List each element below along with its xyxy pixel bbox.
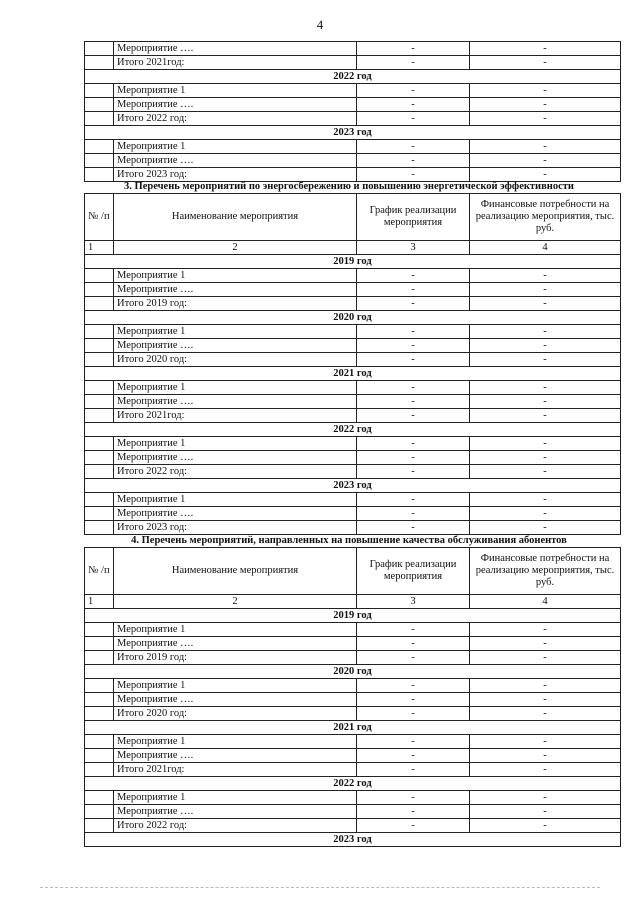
row-number-cell bbox=[85, 154, 114, 168]
table-row bbox=[85, 84, 621, 98]
activity-name-cell: Мероприятие …. bbox=[114, 805, 357, 819]
finance-cell: - bbox=[470, 154, 621, 168]
schedule-cell: - bbox=[357, 693, 470, 707]
row-number-cell bbox=[85, 98, 114, 112]
section2-continuation bbox=[84, 41, 614, 182]
year-row bbox=[85, 126, 621, 140]
schedule-cell: - bbox=[357, 465, 470, 479]
table-row bbox=[85, 623, 621, 637]
total-row bbox=[85, 465, 621, 479]
activity-name-cell: Итого 2022 год: bbox=[114, 819, 357, 833]
section4 bbox=[84, 534, 614, 847]
table-row bbox=[85, 507, 621, 521]
finance-cell: - bbox=[470, 395, 621, 409]
section2-table bbox=[84, 41, 621, 182]
year-row bbox=[85, 70, 621, 84]
total-row bbox=[85, 651, 621, 665]
row-number-cell bbox=[85, 42, 114, 56]
schedule-cell: - bbox=[357, 493, 470, 507]
row-number-cell bbox=[85, 325, 114, 339]
schedule-cell: - bbox=[357, 98, 470, 112]
finance-cell: - bbox=[470, 98, 621, 112]
activity-name-cell: Мероприятие 1 bbox=[114, 735, 357, 749]
schedule-cell: - bbox=[357, 735, 470, 749]
year-row bbox=[85, 609, 621, 623]
section4-table bbox=[84, 547, 621, 847]
section3-title: 3. Перечень мероприятий по энергосбережению и повышению энергетической эффективности bbox=[124, 181, 574, 192]
row-number-cell bbox=[85, 409, 114, 423]
finance-cell: - bbox=[470, 707, 621, 721]
schedule-cell: - bbox=[357, 154, 470, 168]
activity-name-cell: Итого 2022 год: bbox=[114, 465, 357, 479]
table-row bbox=[85, 749, 621, 763]
year-row bbox=[85, 255, 621, 269]
schedule-cell: - bbox=[357, 325, 470, 339]
finance-cell: - bbox=[470, 381, 621, 395]
schedule-cell: - bbox=[357, 819, 470, 833]
year-row bbox=[85, 367, 621, 381]
finance-cell: - bbox=[470, 84, 621, 98]
section3 bbox=[84, 180, 614, 535]
row-number-cell bbox=[85, 791, 114, 805]
row-number-cell bbox=[85, 269, 114, 283]
total-row bbox=[85, 409, 621, 423]
schedule-cell: - bbox=[357, 395, 470, 409]
schedule-cell: - bbox=[357, 283, 470, 297]
column-number-row bbox=[85, 595, 621, 609]
schedule-cell: - bbox=[357, 707, 470, 721]
activity-name-cell: Мероприятие …. bbox=[114, 339, 357, 353]
table-row bbox=[85, 735, 621, 749]
schedule-cell: - bbox=[357, 437, 470, 451]
schedule-cell: - bbox=[357, 637, 470, 651]
year-label: 2020 год bbox=[85, 665, 621, 679]
year-label: 2021 год bbox=[85, 367, 621, 381]
finance-cell: - bbox=[470, 112, 621, 126]
header-name: Наименование мероприятия bbox=[114, 548, 357, 595]
activity-name-cell: Мероприятие 1 bbox=[114, 493, 357, 507]
schedule-cell: - bbox=[357, 353, 470, 367]
schedule-cell: - bbox=[357, 84, 470, 98]
row-number-cell bbox=[85, 623, 114, 637]
finance-cell: - bbox=[470, 325, 621, 339]
activity-name-cell: Мероприятие …. bbox=[114, 395, 357, 409]
table-header-row bbox=[85, 194, 621, 241]
table-row bbox=[85, 805, 621, 819]
activity-name-cell: Мероприятие …. bbox=[114, 154, 357, 168]
colnum-4: 4 bbox=[470, 595, 621, 609]
section3-body bbox=[85, 255, 621, 535]
year-label: 2020 год bbox=[85, 311, 621, 325]
schedule-cell: - bbox=[357, 623, 470, 637]
finance-cell: - bbox=[470, 679, 621, 693]
year-row bbox=[85, 311, 621, 325]
activity-name-cell: Мероприятие …. bbox=[114, 98, 357, 112]
activity-name-cell: Итого 2020 год: bbox=[114, 707, 357, 721]
scan-edge-line bbox=[40, 887, 600, 888]
finance-cell: - bbox=[470, 637, 621, 651]
year-label: 2021 год bbox=[85, 721, 621, 735]
finance-cell: - bbox=[470, 791, 621, 805]
header-schedule: График реализации мероприятия bbox=[357, 548, 470, 595]
row-number-cell bbox=[85, 749, 114, 763]
schedule-cell: - bbox=[357, 451, 470, 465]
row-number-cell bbox=[85, 140, 114, 154]
year-row bbox=[85, 423, 621, 437]
year-row bbox=[85, 777, 621, 791]
activity-name-cell: Мероприятие …. bbox=[114, 507, 357, 521]
activity-name-cell: Мероприятие …. bbox=[114, 42, 357, 56]
activity-name-cell: Итого 2023 год: bbox=[114, 168, 357, 182]
schedule-cell: - bbox=[357, 507, 470, 521]
activity-name-cell: Мероприятие 1 bbox=[114, 84, 357, 98]
activity-name-cell: Итого 2020 год: bbox=[114, 353, 357, 367]
schedule-cell: - bbox=[357, 339, 470, 353]
schedule-cell: - bbox=[357, 140, 470, 154]
finance-cell: - bbox=[470, 353, 621, 367]
year-row bbox=[85, 665, 621, 679]
header-num: № /п bbox=[85, 548, 114, 595]
schedule-cell: - bbox=[357, 749, 470, 763]
finance-cell: - bbox=[470, 693, 621, 707]
finance-cell: - bbox=[470, 437, 621, 451]
activity-name-cell: Итого 2021год: bbox=[114, 56, 357, 70]
header-num: № /п bbox=[85, 194, 114, 241]
year-label: 2019 год bbox=[85, 255, 621, 269]
colnum-3: 3 bbox=[357, 595, 470, 609]
colnum-3: 3 bbox=[357, 241, 470, 255]
total-row bbox=[85, 707, 621, 721]
finance-cell: - bbox=[470, 521, 621, 535]
row-number-cell bbox=[85, 297, 114, 311]
schedule-cell: - bbox=[357, 56, 470, 70]
activity-name-cell: Мероприятие 1 bbox=[114, 679, 357, 693]
section3-table bbox=[84, 193, 621, 535]
activity-name-cell: Мероприятие 1 bbox=[114, 623, 357, 637]
row-number-cell bbox=[85, 651, 114, 665]
finance-cell: - bbox=[470, 283, 621, 297]
activity-name-cell: Мероприятие …. bbox=[114, 693, 357, 707]
finance-cell: - bbox=[470, 763, 621, 777]
colnum-1: 1 bbox=[85, 241, 114, 255]
schedule-cell: - bbox=[357, 409, 470, 423]
activity-name-cell: Итого 2021год: bbox=[114, 409, 357, 423]
finance-cell: - bbox=[470, 168, 621, 182]
table-row bbox=[85, 42, 621, 56]
section4-body bbox=[85, 609, 621, 847]
table-row bbox=[85, 693, 621, 707]
activity-name-cell: Мероприятие 1 bbox=[114, 381, 357, 395]
year-row bbox=[85, 721, 621, 735]
row-number-cell bbox=[85, 693, 114, 707]
activity-name-cell: Мероприятие …. bbox=[114, 749, 357, 763]
finance-cell: - bbox=[470, 451, 621, 465]
table-row bbox=[85, 283, 621, 297]
finance-cell: - bbox=[470, 409, 621, 423]
finance-cell: - bbox=[470, 140, 621, 154]
year-label: 2019 год bbox=[85, 609, 621, 623]
row-number-cell bbox=[85, 437, 114, 451]
row-number-cell bbox=[85, 381, 114, 395]
schedule-cell: - bbox=[357, 168, 470, 182]
schedule-cell: - bbox=[357, 381, 470, 395]
row-number-cell bbox=[85, 707, 114, 721]
schedule-cell: - bbox=[357, 791, 470, 805]
column-number-row bbox=[85, 241, 621, 255]
finance-cell: - bbox=[470, 339, 621, 353]
table-row bbox=[85, 451, 621, 465]
year-label: 2023 год bbox=[85, 833, 621, 847]
row-number-cell bbox=[85, 819, 114, 833]
header-name: Наименование мероприятия bbox=[114, 194, 357, 241]
header-finance: Финансовые потребности на реализацию мероприятия, тыс. руб. bbox=[470, 548, 621, 595]
section4-title: 4. Перечень мероприятий, направленных на повышение качества обслуживания абонентов bbox=[131, 535, 567, 546]
table-row bbox=[85, 381, 621, 395]
total-row bbox=[85, 521, 621, 535]
activity-name-cell: Итого 2023 год: bbox=[114, 521, 357, 535]
row-number-cell bbox=[85, 763, 114, 777]
colnum-2: 2 bbox=[114, 595, 357, 609]
year-label: 2022 год bbox=[85, 423, 621, 437]
schedule-cell: - bbox=[357, 42, 470, 56]
table-row bbox=[85, 679, 621, 693]
row-number-cell bbox=[85, 56, 114, 70]
total-row bbox=[85, 112, 621, 126]
schedule-cell: - bbox=[357, 269, 470, 283]
row-number-cell bbox=[85, 805, 114, 819]
section2-body bbox=[85, 42, 621, 182]
row-number-cell bbox=[85, 112, 114, 126]
finance-cell: - bbox=[470, 749, 621, 763]
finance-cell: - bbox=[470, 805, 621, 819]
activity-name-cell: Итого 2021год: bbox=[114, 763, 357, 777]
activity-name-cell: Мероприятие 1 bbox=[114, 269, 357, 283]
row-number-cell bbox=[85, 451, 114, 465]
year-label: 2022 год bbox=[85, 70, 621, 84]
row-number-cell bbox=[85, 339, 114, 353]
colnum-1: 1 bbox=[85, 595, 114, 609]
activity-name-cell: Мероприятие …. bbox=[114, 637, 357, 651]
activity-name-cell: Итого 2019 год: bbox=[114, 651, 357, 665]
total-row bbox=[85, 56, 621, 70]
schedule-cell: - bbox=[357, 112, 470, 126]
activity-name-cell: Итого 2022 год: bbox=[114, 112, 357, 126]
row-number-cell bbox=[85, 521, 114, 535]
table-row bbox=[85, 154, 621, 168]
table-row bbox=[85, 98, 621, 112]
colnum-2: 2 bbox=[114, 241, 357, 255]
finance-cell: - bbox=[470, 623, 621, 637]
finance-cell: - bbox=[470, 269, 621, 283]
header-schedule: График реализации мероприятия bbox=[357, 194, 470, 241]
total-row bbox=[85, 763, 621, 777]
table-row bbox=[85, 791, 621, 805]
schedule-cell: - bbox=[357, 521, 470, 535]
finance-cell: - bbox=[470, 493, 621, 507]
header-finance: Финансовые потребности на реализацию мероприятия, тыс. руб. bbox=[470, 194, 621, 241]
activity-name-cell: Мероприятие 1 bbox=[114, 791, 357, 805]
year-label: 2023 год bbox=[85, 479, 621, 493]
finance-cell: - bbox=[470, 465, 621, 479]
total-row bbox=[85, 297, 621, 311]
table-row bbox=[85, 493, 621, 507]
schedule-cell: - bbox=[357, 763, 470, 777]
finance-cell: - bbox=[470, 56, 621, 70]
row-number-cell bbox=[85, 395, 114, 409]
table-row bbox=[85, 339, 621, 353]
table-row bbox=[85, 325, 621, 339]
activity-name-cell: Мероприятие …. bbox=[114, 283, 357, 297]
year-label: 2022 год bbox=[85, 777, 621, 791]
schedule-cell: - bbox=[357, 679, 470, 693]
row-number-cell bbox=[85, 679, 114, 693]
activity-name-cell: Мероприятие …. bbox=[114, 451, 357, 465]
finance-cell: - bbox=[470, 42, 621, 56]
row-number-cell bbox=[85, 353, 114, 367]
row-number-cell bbox=[85, 465, 114, 479]
table-row bbox=[85, 140, 621, 154]
activity-name-cell: Итого 2019 год: bbox=[114, 297, 357, 311]
table-header-row bbox=[85, 548, 621, 595]
table-row bbox=[85, 269, 621, 283]
finance-cell: - bbox=[470, 507, 621, 521]
schedule-cell: - bbox=[357, 297, 470, 311]
activity-name-cell: Мероприятие 1 bbox=[114, 140, 357, 154]
finance-cell: - bbox=[470, 651, 621, 665]
row-number-cell bbox=[85, 493, 114, 507]
table-row bbox=[85, 395, 621, 409]
schedule-cell: - bbox=[357, 805, 470, 819]
activity-name-cell: Мероприятие 1 bbox=[114, 437, 357, 451]
year-row bbox=[85, 833, 621, 847]
page-number: 4 bbox=[316, 17, 324, 32]
row-number-cell bbox=[85, 283, 114, 297]
total-row bbox=[85, 819, 621, 833]
finance-cell: - bbox=[470, 297, 621, 311]
row-number-cell bbox=[85, 84, 114, 98]
schedule-cell: - bbox=[357, 651, 470, 665]
colnum-4: 4 bbox=[470, 241, 621, 255]
row-number-cell bbox=[85, 735, 114, 749]
total-row bbox=[85, 353, 621, 367]
table-row bbox=[85, 637, 621, 651]
finance-cell: - bbox=[470, 819, 621, 833]
year-row bbox=[85, 479, 621, 493]
finance-cell: - bbox=[470, 735, 621, 749]
row-number-cell bbox=[85, 637, 114, 651]
year-label: 2023 год bbox=[85, 126, 621, 140]
table-row bbox=[85, 437, 621, 451]
activity-name-cell: Мероприятие 1 bbox=[114, 325, 357, 339]
row-number-cell bbox=[85, 507, 114, 521]
